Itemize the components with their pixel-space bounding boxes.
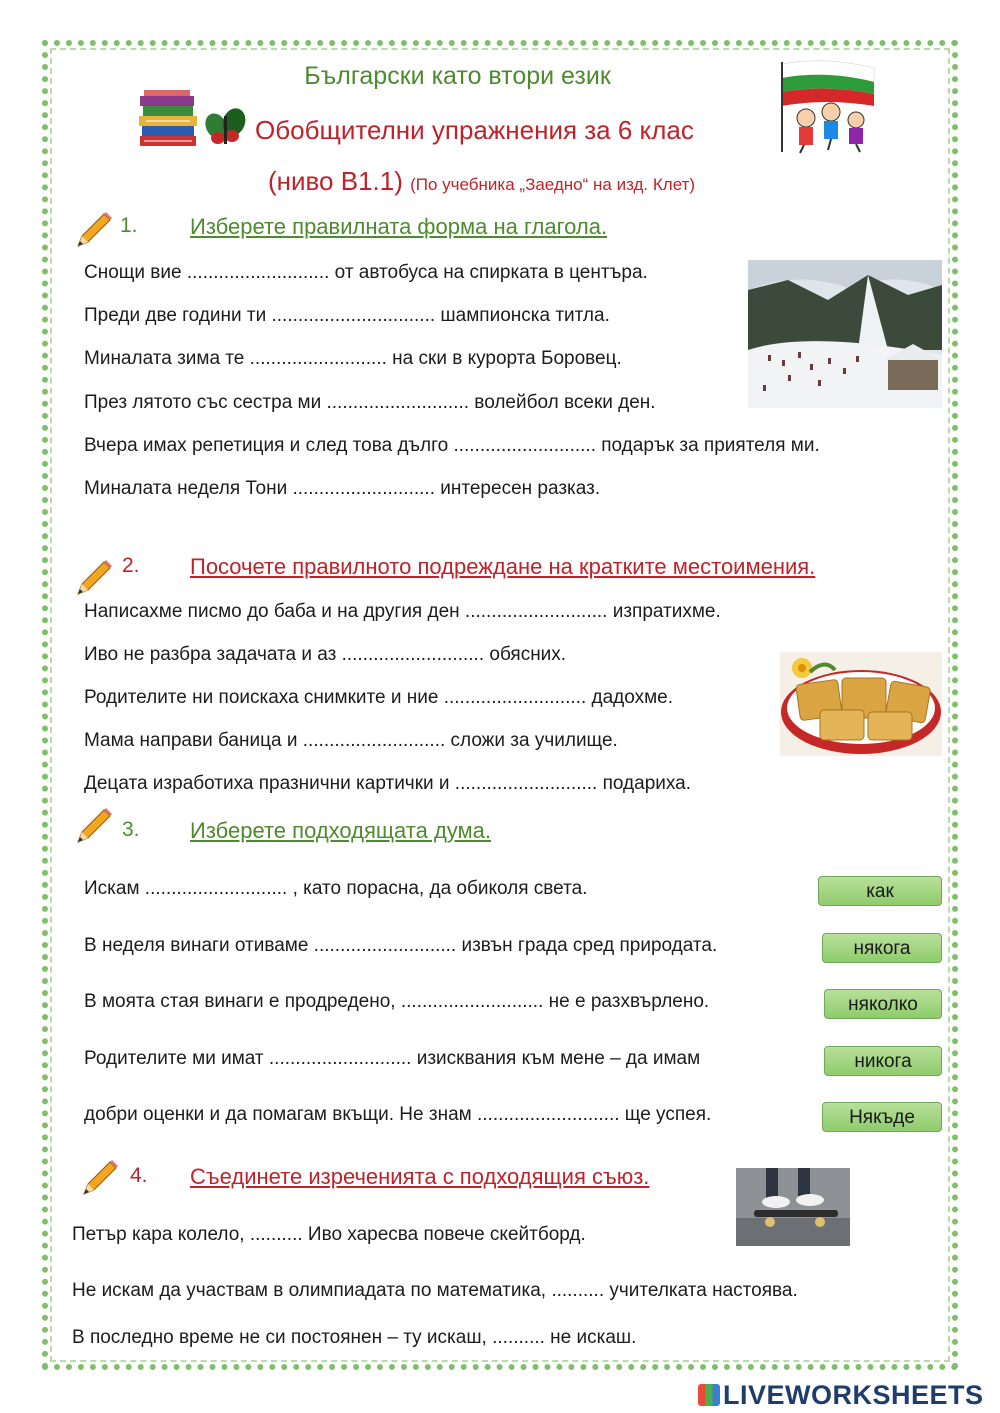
section-3-heading bbox=[122, 818, 492, 843]
exercise-line[interactable]: Родителите ни поискаха снимките и ние ........................... дадохме. bbox=[84, 687, 674, 708]
exercise-line[interactable]: Иво не разбра задачата и аз ........................... обясних. bbox=[84, 644, 567, 665]
word-option-nyakade[interactable]: Някъде bbox=[822, 1102, 942, 1132]
exercise-line[interactable]: В моята стая винаги е продредено, ........................... не е разхвърлено. bbox=[84, 991, 710, 1012]
liveworksheets-logo[interactable] bbox=[698, 1380, 984, 1408]
section-title: Изберете подходящата дума. bbox=[190, 818, 492, 843]
logo-icon bbox=[698, 1384, 720, 1406]
section-title: Съединете изреченията с подходящия съюз. bbox=[190, 1164, 650, 1189]
banitsa-photo bbox=[780, 652, 942, 756]
ski-resort-photo bbox=[748, 260, 942, 408]
exercise-line[interactable]: Написахме писмо до баба и на другия ден ........................... изпратихме. bbox=[84, 601, 721, 622]
skateboard-photo bbox=[736, 1168, 850, 1246]
section-number: 3. bbox=[122, 818, 140, 841]
word-option-nyakoga[interactable]: някога bbox=[822, 933, 942, 963]
exercise-line[interactable]: Искам ........................... , като порасна, да обиколя света. bbox=[84, 878, 588, 899]
flag-kids-illustration bbox=[776, 60, 880, 155]
level-note: (По учебника „Заедно“ на изд. Клет) bbox=[410, 175, 696, 194]
pencil-icon bbox=[74, 210, 114, 250]
exercise-line[interactable]: Децата изработиха празнични картички и ........................... подариха. bbox=[84, 773, 692, 794]
section-number: 4. bbox=[130, 1164, 148, 1187]
section-2-heading bbox=[122, 554, 816, 579]
exercise-line[interactable]: Родителите ми имат ........................... изисквания към мене – да имам bbox=[84, 1048, 701, 1069]
section-title: Посочете правилното подреждане на кратките местоимения. bbox=[190, 554, 816, 579]
exercise-line[interactable]: През лятото със сестра ми ........................... волейбол всеки ден. bbox=[84, 392, 656, 413]
page-title: Български като втори език bbox=[304, 62, 611, 90]
exercise-line[interactable]: Миналата зима те .......................... на ски в курорта Боровец. bbox=[84, 348, 622, 369]
exercise-line[interactable]: Не искам да участвам в олимпиадата по математика, .......... учителката настоява. bbox=[72, 1280, 798, 1301]
word-option-kak[interactable]: как bbox=[818, 876, 942, 906]
section-4-heading bbox=[130, 1164, 650, 1189]
exercise-line[interactable]: Миналата неделя Тони ........................... интересен разказ. bbox=[84, 478, 601, 499]
exercise-line[interactable]: добри оценки и да помагам вкъщи. Не знам ........................... ще успея. bbox=[84, 1104, 712, 1125]
exercise-line[interactable]: Преди две години ти ............................... шампионска титла. bbox=[84, 305, 610, 326]
level-label: (ниво В1.1) bbox=[268, 166, 403, 196]
page-subtitle: Обобщителни упражнения за 6 клас bbox=[255, 115, 694, 145]
exercise-line[interactable]: Петър кара колело, .......... Иво харесва повече скейтборд. bbox=[72, 1224, 586, 1245]
exercise-line[interactable]: В последно време не си постоянен – ту искаш, .......... не искаш. bbox=[72, 1327, 637, 1348]
butterfly-icon bbox=[201, 105, 248, 144]
logo-text: LIVEWORKSHEETS bbox=[723, 1380, 984, 1410]
section-title: Изберете правилната форма на глагола. bbox=[190, 214, 608, 239]
pencil-icon bbox=[74, 806, 114, 846]
pencil-icon bbox=[80, 1158, 120, 1198]
word-option-nikoga[interactable]: никога bbox=[824, 1046, 942, 1076]
exercise-line[interactable]: Мама направи баница и ........................... сложи за училище. bbox=[84, 730, 618, 751]
word-option-nyakolko[interactable]: няколко bbox=[824, 989, 942, 1019]
exercise-line[interactable]: Снощи вие ........................... от автобуса на спирката в центъра. bbox=[84, 262, 648, 283]
exercise-line[interactable]: В неделя винаги отиваме ........................... извън града сред природата. bbox=[84, 935, 718, 956]
exercise-line[interactable]: Вчера имах репетиция и след това дълго ........................... подарък за приятеля ми. bbox=[84, 435, 820, 456]
level-line bbox=[268, 166, 695, 197]
section-1-heading bbox=[120, 214, 608, 239]
section-number: 1. bbox=[120, 214, 138, 237]
books-icon bbox=[138, 90, 248, 150]
section-number: 2. bbox=[122, 554, 140, 577]
pencil-icon bbox=[74, 558, 114, 598]
